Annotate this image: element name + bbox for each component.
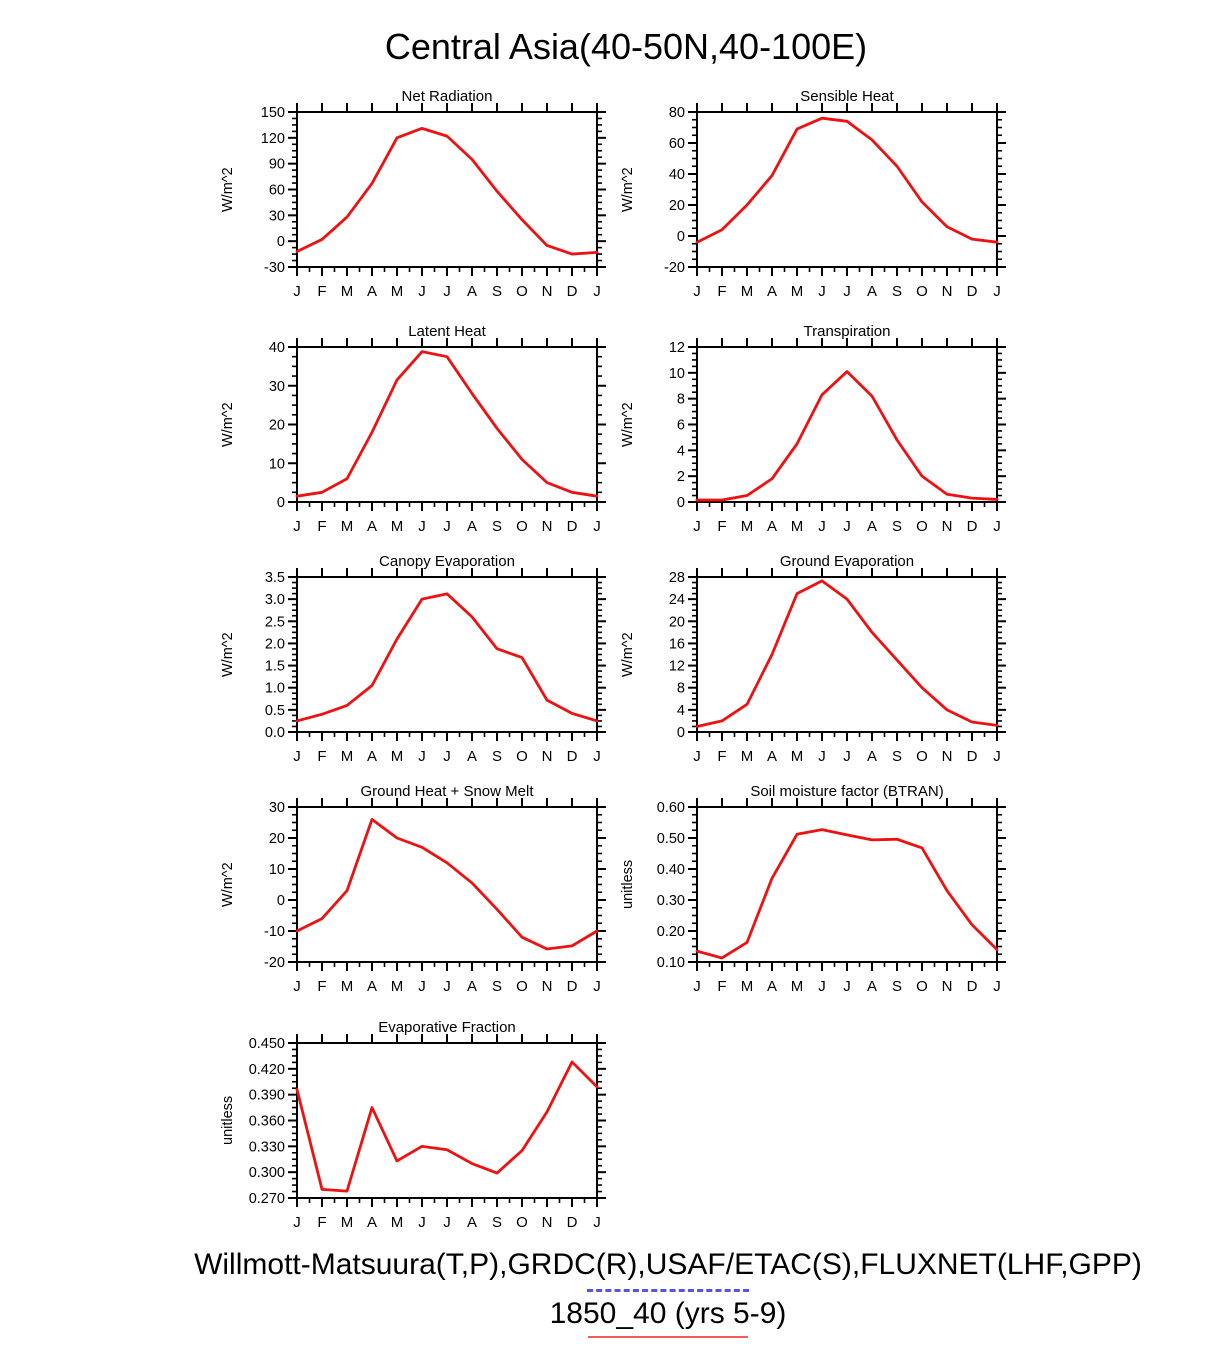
svg-text:O: O bbox=[516, 283, 528, 300]
svg-text:10: 10 bbox=[268, 862, 285, 878]
svg-text:J: J bbox=[693, 748, 701, 765]
svg-text:2.5: 2.5 bbox=[264, 614, 285, 631]
svg-text:A: A bbox=[366, 748, 378, 765]
y-axis-unit-label: unitless bbox=[220, 1095, 236, 1146]
svg-text:8: 8 bbox=[676, 680, 685, 697]
svg-text:80: 80 bbox=[668, 105, 685, 121]
svg-text:S: S bbox=[491, 283, 503, 300]
line-chart-canvas bbox=[612, 87, 1032, 319]
subplot-title: Transpiration bbox=[803, 323, 891, 340]
subplot-title: Evaporative Fraction bbox=[378, 1019, 516, 1036]
subplot-canopy-evaporation bbox=[212, 552, 632, 784]
y-axis-unit-label: W/m^2 bbox=[220, 632, 236, 677]
svg-text:0.390: 0.390 bbox=[248, 1087, 285, 1104]
svg-text:J: J bbox=[993, 518, 1001, 535]
observation-sources-label: Willmott-Matsuura(T,P),GRDC(R),USAF/ETAC(S),FLUXNET(LHF,GPP) bbox=[194, 1248, 1142, 1281]
svg-text:0.5: 0.5 bbox=[264, 702, 285, 719]
svg-text:150: 150 bbox=[260, 105, 285, 121]
line-chart-canvas bbox=[212, 87, 632, 319]
svg-text:1.0: 1.0 bbox=[264, 680, 285, 697]
svg-text:F: F bbox=[717, 518, 727, 535]
svg-text:20: 20 bbox=[268, 831, 285, 847]
model-run-label: 1850_40 (yrs 5-9) bbox=[549, 1297, 787, 1330]
svg-text:S: S bbox=[491, 978, 503, 995]
svg-text:J: J bbox=[593, 283, 601, 300]
svg-text:N: N bbox=[941, 748, 953, 765]
svg-text:30: 30 bbox=[268, 800, 285, 816]
svg-text:M: M bbox=[790, 748, 804, 765]
svg-text:30: 30 bbox=[268, 378, 285, 395]
svg-text:D: D bbox=[966, 283, 978, 300]
subplot-title: Ground Heat + Snow Melt bbox=[360, 783, 534, 800]
svg-text:J: J bbox=[593, 748, 601, 765]
svg-text:A: A bbox=[866, 283, 878, 300]
svg-text:10: 10 bbox=[268, 456, 285, 473]
line-chart-canvas bbox=[612, 322, 1032, 554]
svg-text:J: J bbox=[593, 978, 601, 995]
svg-text:F: F bbox=[717, 978, 727, 995]
svg-text:A: A bbox=[766, 518, 778, 535]
svg-text:0: 0 bbox=[676, 725, 685, 741]
svg-text:A: A bbox=[866, 978, 878, 995]
svg-text:N: N bbox=[941, 518, 953, 535]
svg-text:J: J bbox=[693, 978, 701, 995]
svg-text:0: 0 bbox=[676, 495, 685, 511]
svg-text:J: J bbox=[818, 518, 826, 535]
svg-text:0.40: 0.40 bbox=[656, 862, 685, 878]
svg-text:S: S bbox=[891, 748, 903, 765]
svg-text:D: D bbox=[966, 518, 978, 535]
svg-text:0.20: 0.20 bbox=[656, 924, 685, 940]
svg-text:0: 0 bbox=[276, 495, 285, 511]
svg-text:N: N bbox=[541, 748, 553, 765]
svg-text:J: J bbox=[693, 283, 701, 300]
page-title: Central Asia(40-50N,40-100E) bbox=[384, 26, 868, 67]
svg-text:A: A bbox=[366, 1214, 378, 1231]
svg-text:J: J bbox=[993, 748, 1001, 765]
svg-text:J: J bbox=[293, 518, 301, 535]
svg-text:J: J bbox=[843, 518, 851, 535]
svg-text:0: 0 bbox=[676, 229, 685, 245]
svg-text:0.360: 0.360 bbox=[248, 1113, 285, 1130]
svg-text:M: M bbox=[390, 1214, 404, 1231]
svg-text:M: M bbox=[740, 748, 754, 765]
line-chart-canvas bbox=[212, 322, 632, 554]
svg-text:4: 4 bbox=[676, 702, 685, 719]
svg-text:-20: -20 bbox=[664, 260, 685, 276]
svg-text:M: M bbox=[340, 748, 354, 765]
svg-text:F: F bbox=[717, 283, 727, 300]
svg-text:N: N bbox=[541, 978, 553, 995]
svg-text:M: M bbox=[790, 978, 804, 995]
svg-text:0.330: 0.330 bbox=[248, 1139, 285, 1156]
subplot-sensible-heat bbox=[612, 87, 1032, 319]
y-axis-unit-label: W/m^2 bbox=[620, 167, 636, 212]
svg-text:3.0: 3.0 bbox=[264, 592, 285, 609]
subplot-btran bbox=[612, 782, 1032, 1014]
svg-text:A: A bbox=[466, 748, 478, 765]
y-axis-unit-label: unitless bbox=[620, 859, 636, 910]
svg-text:A: A bbox=[466, 283, 478, 300]
svg-text:A: A bbox=[766, 748, 778, 765]
svg-text:6: 6 bbox=[676, 417, 685, 434]
svg-text:M: M bbox=[340, 1214, 354, 1231]
y-axis-unit-label: W/m^2 bbox=[620, 402, 636, 447]
svg-text:J: J bbox=[818, 283, 826, 300]
line-chart-canvas bbox=[612, 552, 1032, 784]
y-axis-unit-label: W/m^2 bbox=[220, 402, 236, 447]
svg-text:A: A bbox=[866, 748, 878, 765]
svg-text:O: O bbox=[916, 518, 928, 535]
svg-text:O: O bbox=[916, 978, 928, 995]
svg-text:J: J bbox=[818, 748, 826, 765]
svg-text:J: J bbox=[993, 283, 1001, 300]
svg-text:60: 60 bbox=[668, 136, 685, 152]
observation-legend-line bbox=[587, 1289, 749, 1292]
svg-text:0.50: 0.50 bbox=[656, 831, 685, 847]
subplot-latent-heat bbox=[212, 322, 632, 554]
svg-text:12: 12 bbox=[668, 340, 685, 356]
svg-text:16: 16 bbox=[668, 636, 685, 653]
svg-text:3.5: 3.5 bbox=[264, 570, 285, 586]
subplot-ground-evaporation bbox=[612, 552, 1032, 784]
svg-text:D: D bbox=[966, 748, 978, 765]
svg-text:2.0: 2.0 bbox=[264, 636, 285, 653]
svg-text:M: M bbox=[340, 518, 354, 535]
svg-text:2: 2 bbox=[676, 469, 685, 486]
svg-text:M: M bbox=[390, 283, 404, 300]
svg-text:40: 40 bbox=[268, 340, 285, 356]
svg-text:0.60: 0.60 bbox=[656, 800, 685, 816]
svg-text:20: 20 bbox=[668, 198, 685, 214]
svg-text:N: N bbox=[941, 283, 953, 300]
legend-footer bbox=[112, 1248, 1224, 1338]
svg-text:A: A bbox=[366, 518, 378, 535]
svg-text:O: O bbox=[516, 518, 528, 535]
svg-text:J: J bbox=[418, 1214, 426, 1231]
svg-text:1.5: 1.5 bbox=[264, 658, 285, 675]
svg-text:20: 20 bbox=[268, 417, 285, 434]
svg-text:J: J bbox=[293, 283, 301, 300]
svg-text:M: M bbox=[390, 518, 404, 535]
svg-text:F: F bbox=[717, 748, 727, 765]
svg-text:4: 4 bbox=[676, 443, 685, 460]
line-chart-canvas bbox=[212, 782, 632, 1014]
svg-text:F: F bbox=[317, 748, 327, 765]
svg-text:O: O bbox=[516, 1214, 528, 1231]
svg-text:0: 0 bbox=[276, 234, 285, 251]
svg-text:O: O bbox=[916, 283, 928, 300]
svg-text:60: 60 bbox=[268, 182, 285, 199]
svg-text:M: M bbox=[740, 283, 754, 300]
svg-text:D: D bbox=[566, 978, 578, 995]
svg-text:J: J bbox=[293, 748, 301, 765]
svg-text:M: M bbox=[790, 283, 804, 300]
y-axis-unit-label: W/m^2 bbox=[620, 632, 636, 677]
svg-text:J: J bbox=[843, 978, 851, 995]
svg-text:J: J bbox=[818, 978, 826, 995]
svg-text:0.30: 0.30 bbox=[656, 893, 685, 909]
subplot-transpiration bbox=[612, 322, 1032, 554]
svg-text:120: 120 bbox=[260, 130, 285, 147]
subplot-title: Net Radiation bbox=[401, 88, 493, 105]
svg-text:M: M bbox=[390, 748, 404, 765]
svg-text:J: J bbox=[993, 978, 1001, 995]
svg-text:S: S bbox=[491, 1214, 503, 1231]
svg-text:28: 28 bbox=[668, 570, 685, 586]
svg-text:O: O bbox=[916, 748, 928, 765]
svg-text:A: A bbox=[866, 518, 878, 535]
svg-text:F: F bbox=[317, 518, 327, 535]
svg-text:20: 20 bbox=[668, 614, 685, 631]
svg-text:A: A bbox=[366, 978, 378, 995]
svg-text:N: N bbox=[541, 518, 553, 535]
svg-text:A: A bbox=[766, 978, 778, 995]
svg-text:M: M bbox=[740, 978, 754, 995]
svg-text:A: A bbox=[466, 978, 478, 995]
y-axis-unit-label: W/m^2 bbox=[220, 167, 236, 212]
svg-text:J: J bbox=[443, 978, 451, 995]
svg-text:J: J bbox=[418, 978, 426, 995]
svg-text:J: J bbox=[843, 283, 851, 300]
svg-text:0.420: 0.420 bbox=[248, 1061, 285, 1078]
svg-text:A: A bbox=[366, 283, 378, 300]
svg-text:S: S bbox=[491, 748, 503, 765]
svg-text:10: 10 bbox=[668, 365, 685, 382]
svg-text:O: O bbox=[516, 748, 528, 765]
svg-text:A: A bbox=[766, 283, 778, 300]
subplot-title: Canopy Evaporation bbox=[379, 553, 515, 570]
subplot-ground-heat-snow-melt bbox=[212, 782, 632, 1014]
svg-text:24: 24 bbox=[668, 592, 685, 609]
model-run-legend-line bbox=[588, 1336, 748, 1338]
svg-text:N: N bbox=[541, 283, 553, 300]
svg-text:12: 12 bbox=[668, 658, 685, 675]
svg-text:J: J bbox=[593, 1214, 601, 1231]
line-chart-canvas bbox=[612, 782, 1032, 1014]
svg-text:8: 8 bbox=[676, 391, 685, 408]
svg-text:S: S bbox=[491, 518, 503, 535]
svg-text:J: J bbox=[593, 518, 601, 535]
svg-text:90: 90 bbox=[268, 156, 285, 173]
svg-text:0.270: 0.270 bbox=[248, 1191, 285, 1207]
subplot-title: Sensible Heat bbox=[800, 88, 894, 105]
svg-text:0: 0 bbox=[276, 893, 285, 909]
svg-text:J: J bbox=[443, 748, 451, 765]
svg-text:F: F bbox=[317, 283, 327, 300]
subplot-net-radiation bbox=[212, 87, 632, 319]
svg-text:30: 30 bbox=[268, 208, 285, 225]
line-chart-canvas bbox=[212, 1018, 632, 1250]
svg-text:J: J bbox=[843, 748, 851, 765]
svg-text:S: S bbox=[891, 518, 903, 535]
svg-text:S: S bbox=[891, 283, 903, 300]
svg-text:J: J bbox=[293, 1214, 301, 1231]
subplot-title: Soil moisture factor (BTRAN) bbox=[750, 783, 944, 800]
svg-text:40: 40 bbox=[668, 167, 685, 183]
svg-text:J: J bbox=[443, 1214, 451, 1231]
svg-text:0.300: 0.300 bbox=[248, 1165, 285, 1182]
svg-text:J: J bbox=[418, 748, 426, 765]
svg-text:N: N bbox=[541, 1214, 553, 1231]
svg-text:-20: -20 bbox=[264, 955, 285, 971]
svg-text:0.10: 0.10 bbox=[656, 955, 685, 971]
svg-text:J: J bbox=[443, 518, 451, 535]
svg-text:J: J bbox=[293, 978, 301, 995]
svg-text:M: M bbox=[790, 518, 804, 535]
svg-text:-30: -30 bbox=[264, 260, 285, 276]
svg-text:0.0: 0.0 bbox=[264, 725, 285, 741]
svg-text:A: A bbox=[466, 1214, 478, 1231]
subplot-title: Ground Evaporation bbox=[779, 553, 915, 570]
svg-text:J: J bbox=[418, 518, 426, 535]
svg-text:O: O bbox=[516, 978, 528, 995]
svg-text:D: D bbox=[566, 518, 578, 535]
svg-text:M: M bbox=[340, 978, 354, 995]
svg-text:F: F bbox=[317, 978, 327, 995]
svg-text:D: D bbox=[566, 1214, 578, 1231]
svg-text:D: D bbox=[566, 748, 578, 765]
y-axis-unit-label: W/m^2 bbox=[220, 862, 236, 907]
svg-text:M: M bbox=[340, 283, 354, 300]
svg-text:J: J bbox=[443, 283, 451, 300]
svg-text:D: D bbox=[966, 978, 978, 995]
svg-text:M: M bbox=[390, 978, 404, 995]
svg-text:N: N bbox=[941, 978, 953, 995]
svg-text:0.450: 0.450 bbox=[248, 1036, 285, 1052]
svg-text:A: A bbox=[466, 518, 478, 535]
svg-text:-10: -10 bbox=[264, 924, 285, 940]
subplot-title: Latent Heat bbox=[408, 323, 486, 340]
svg-text:D: D bbox=[566, 283, 578, 300]
subplot-evaporative-fraction bbox=[212, 1018, 632, 1250]
svg-text:F: F bbox=[317, 1214, 327, 1231]
svg-text:J: J bbox=[693, 518, 701, 535]
svg-text:S: S bbox=[891, 978, 903, 995]
svg-text:M: M bbox=[740, 518, 754, 535]
line-chart-canvas bbox=[212, 552, 632, 784]
svg-text:J: J bbox=[418, 283, 426, 300]
